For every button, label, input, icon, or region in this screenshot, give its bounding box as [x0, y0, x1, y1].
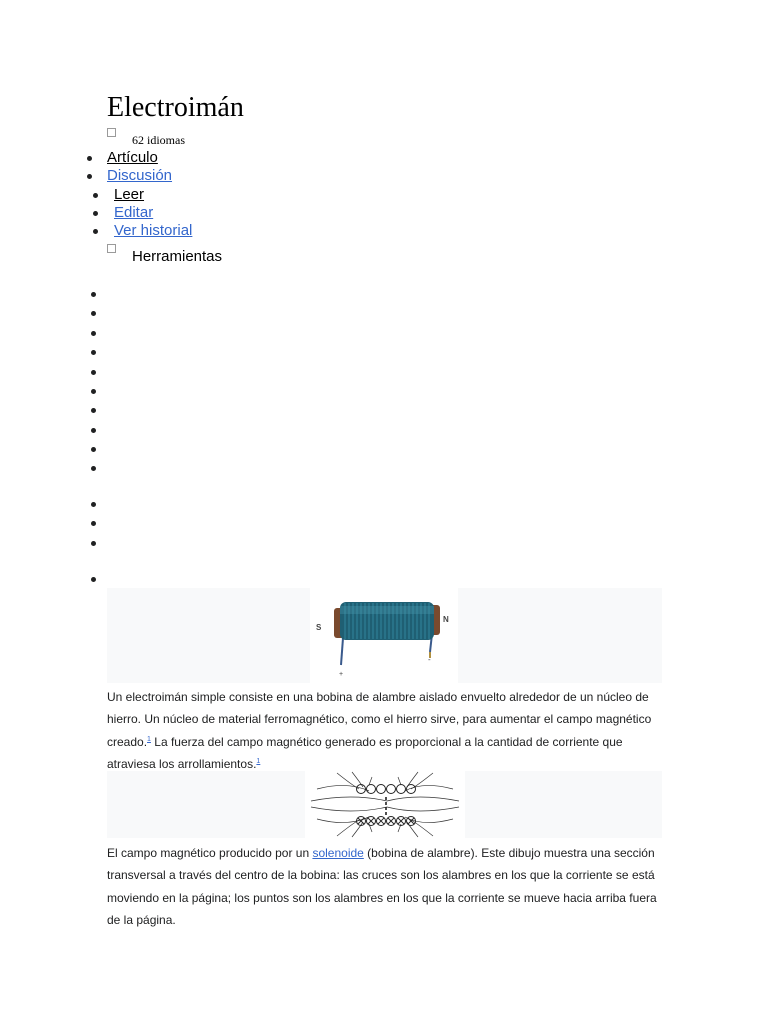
list-bullet — [91, 428, 96, 433]
tab-view-history[interactable]: Ver historial — [114, 222, 193, 239]
tab-discussion[interactable]: Discusión — [107, 167, 173, 184]
list-bullet — [91, 389, 96, 394]
reference-link[interactable]: 1 — [147, 735, 151, 743]
tab-article[interactable]: Artículo — [107, 149, 158, 166]
positive-terminal-label: + — [339, 671, 344, 678]
page-title: Electroimán — [107, 92, 244, 123]
list-bullet — [91, 350, 96, 355]
list-bullet — [93, 211, 98, 216]
list-bullet — [87, 174, 92, 179]
list-bullet — [91, 370, 96, 375]
list-bullet — [91, 577, 96, 582]
language-menu-checkbox[interactable] — [107, 128, 116, 137]
figure-caption-solenoid: El campo magnético producido por un solenoide (bobina de alambre). Este dibujo muestra una sección transversal a través del centro de la bobina: las cruces son los alambres en los que la corriente se está moviendo en la página; los puntos son los alambres en los que la corriente se mueve hacia arriba fuera de la página. — [107, 846, 657, 927]
list-bullet — [87, 156, 92, 161]
tab-edit[interactable]: Editar — [114, 204, 154, 221]
list-bullet — [91, 502, 96, 507]
electromagnet-illustration[interactable] — [107, 588, 662, 683]
list-bullet — [91, 466, 96, 471]
list-bullet — [91, 541, 96, 546]
list-bullet — [91, 311, 96, 316]
list-bullet — [91, 408, 96, 413]
tools-menu-label[interactable]: Herramientas — [132, 248, 223, 265]
language-count-label[interactable]: 62 idiomas — [132, 133, 185, 147]
south-pole-label: S — [316, 623, 322, 632]
figure-solenoid-field — [107, 771, 662, 838]
tools-menu-checkbox[interactable] — [107, 244, 116, 253]
negative-terminal-label: - — [428, 655, 431, 664]
list-bullet — [91, 521, 96, 526]
list-bullet — [91, 292, 96, 297]
figure-electromagnet — [107, 588, 662, 683]
tab-read[interactable]: Leer — [114, 186, 145, 203]
north-pole-label: N — [443, 615, 449, 624]
list-bullet — [93, 229, 98, 234]
list-bullet — [93, 193, 98, 198]
solenoid-link[interactable]: solenoide — [312, 846, 364, 860]
solenoid-field-illustration[interactable] — [107, 771, 662, 838]
list-bullet — [91, 447, 96, 452]
reference-link[interactable]: 1 — [256, 757, 261, 765]
list-bullet — [91, 331, 96, 336]
figure-caption-electromagnet: Un electroimán simple consiste en una bobina de alambre aislado envuelto alrededor de un núcleo de hierro. Un núcleo de material ferromagnético, como el hierro sirve, para aumentar el campo magnético creado.$^1$ La fuerza del campo magnético generado es proporcional a la cantidad de corriente que atraviesa los arrollamientos.$^1$ — [107, 690, 652, 771]
